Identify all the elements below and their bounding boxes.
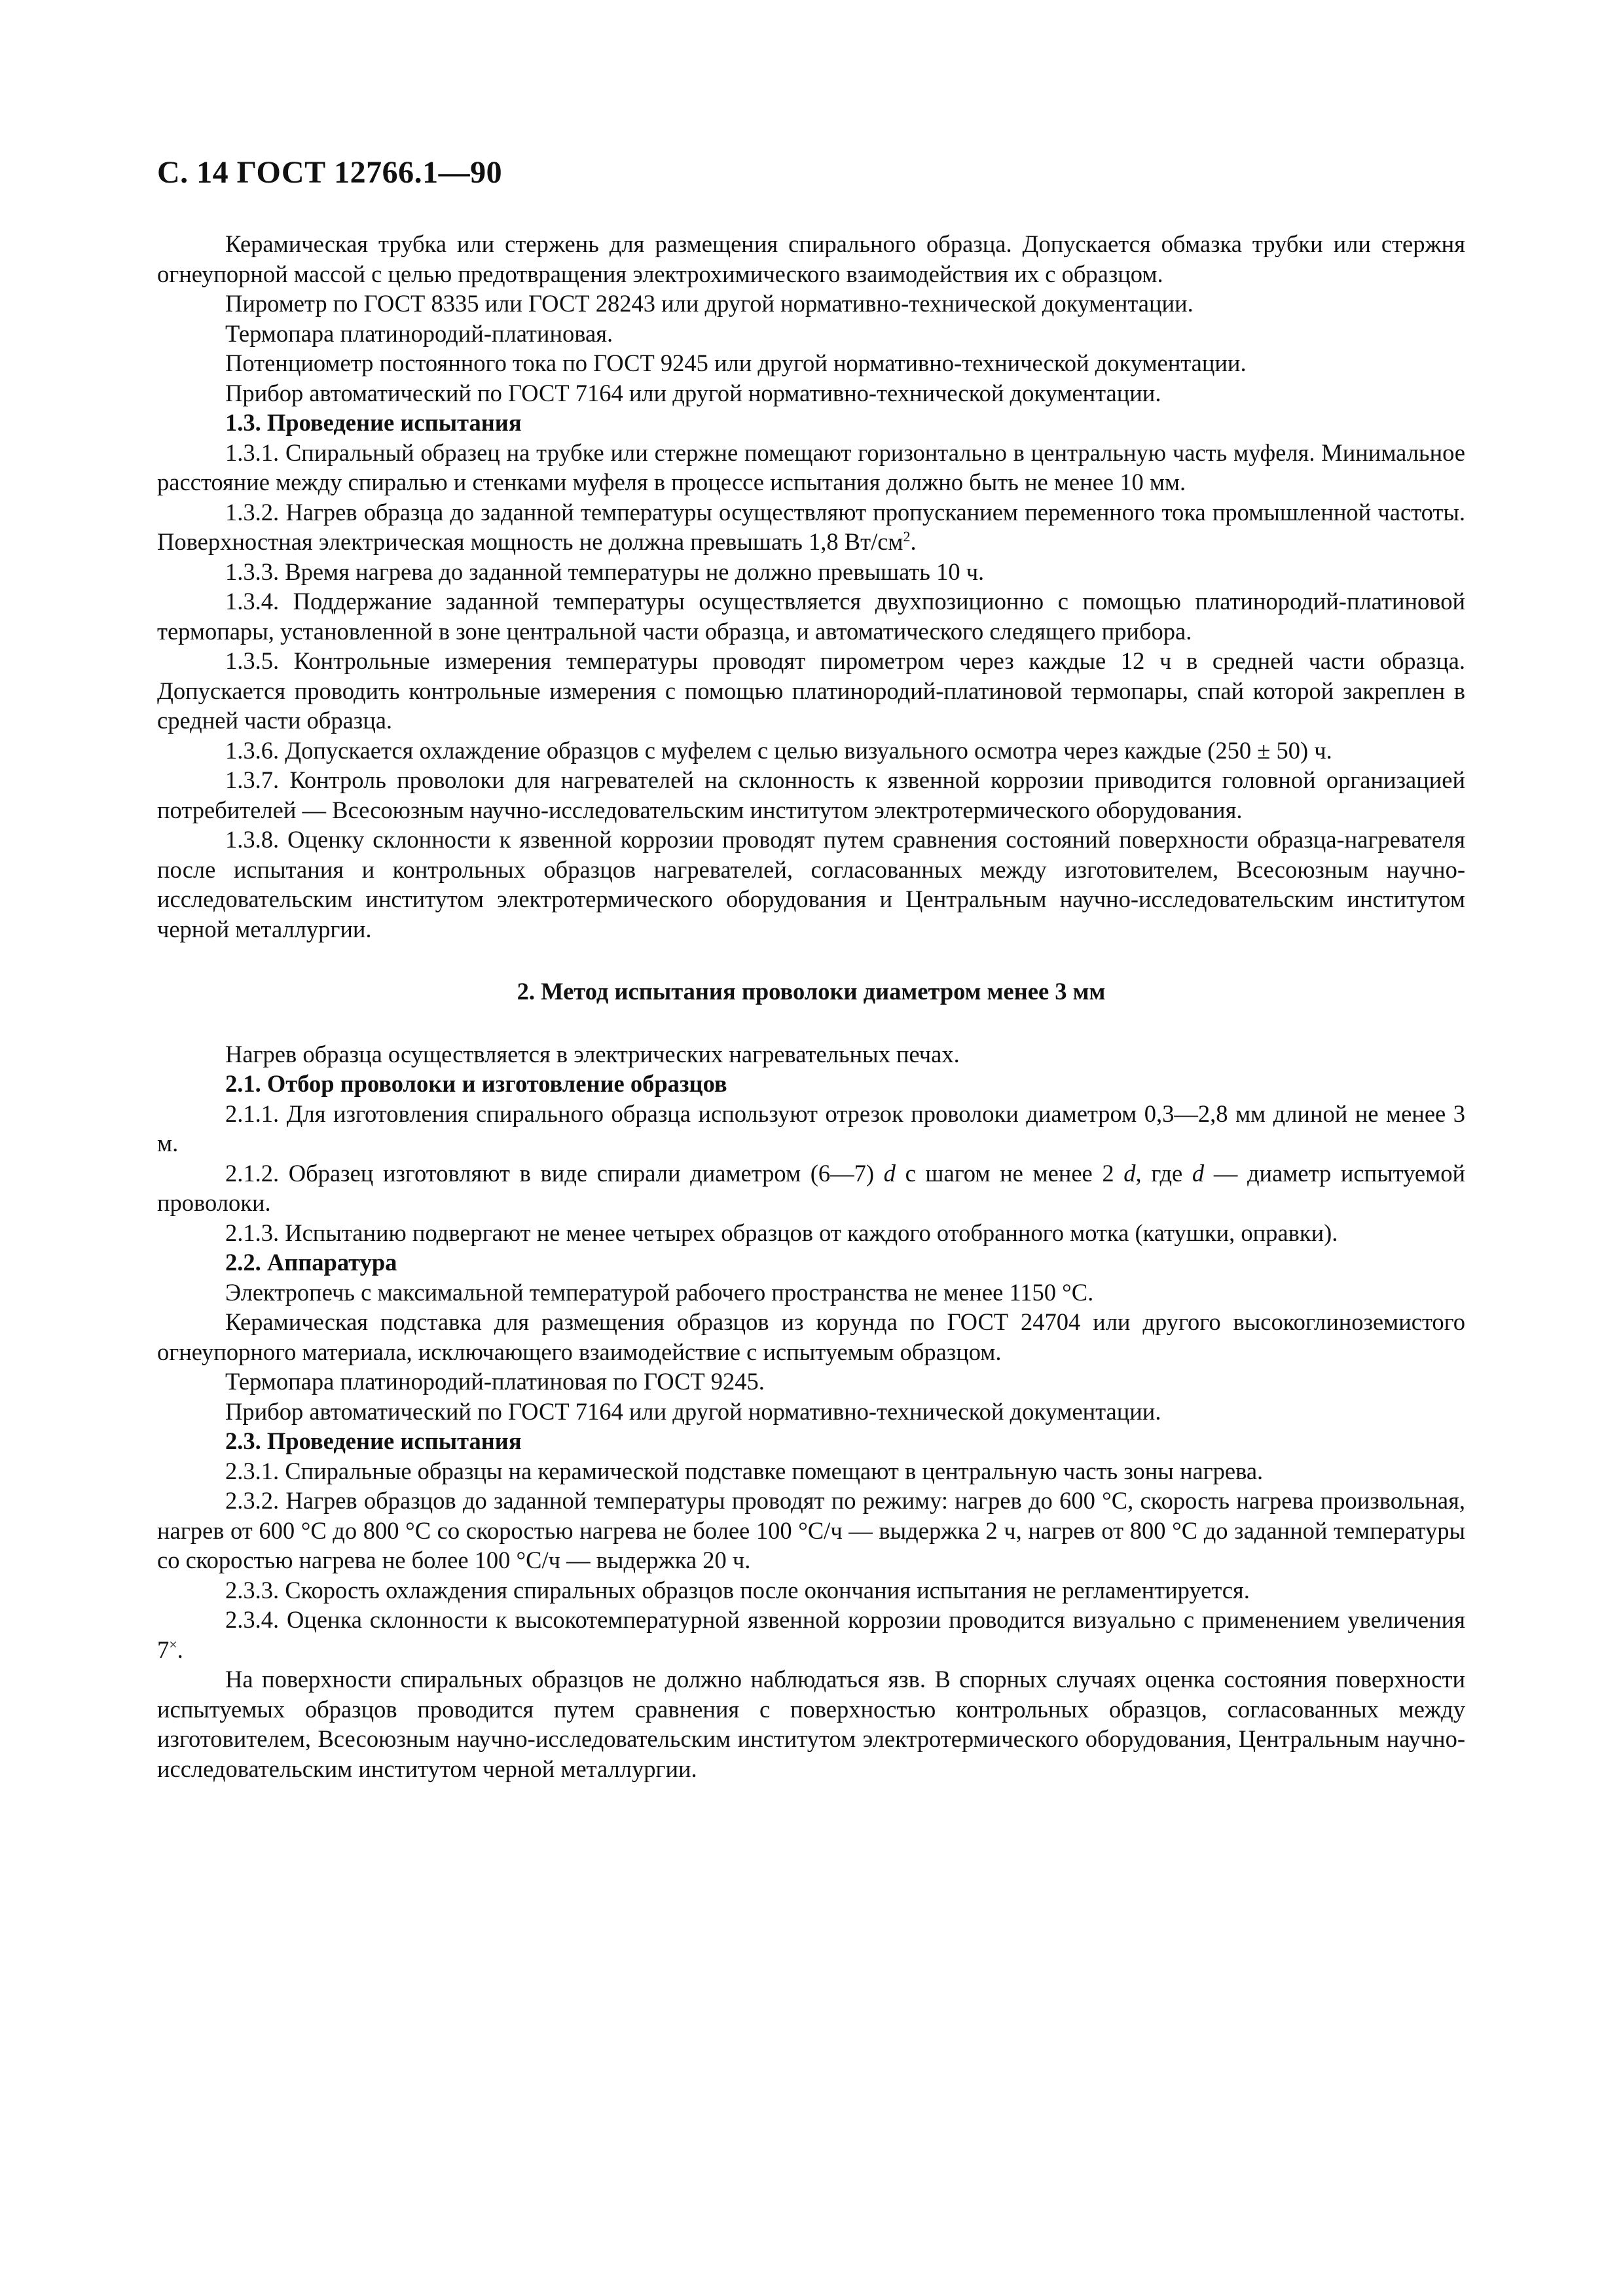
paragraph: 2.3.1. Спиральные образцы на керамической подставке помещают в центральную часть зоны нагрева. (225, 1457, 1264, 1484)
paragraph: 1.3.3. Время нагрева до заданной температуры не должно превышать 10 ч. (225, 558, 985, 585)
paragraph: Термопара платинородий-платиновая по ГОСТ 9245. (225, 1368, 765, 1395)
paragraph: 2.1.3. Испытанию подвергают не менее четырех образцов от каждого отобранного мотка (катушки, оправки). (225, 1219, 1338, 1246)
paragraph: Керамическая подставка для размещения образцов из корунда по ГОСТ 24704 или другого высокоглиноземистого огнеупорного материала, исключающего взаимодействие с испытуемым образцом. (157, 1308, 1465, 1365)
paragraph: 2.1.1. Для изготовления спирального образца используют отрезок проволоки диаметром 0,3—2,8 мм длиной не менее 3 м. (157, 1100, 1465, 1157)
document-body (157, 229, 1465, 1784)
paragraph: 2.3.3. Скорость охлаждения спиральных образцов после окончания испытания не регламентируется. (225, 1576, 1250, 1604)
subsection-heading: 1.3. Проведение испытания (225, 409, 522, 436)
paragraph: На поверхности спиральных образцов не должно наблюдаться язв. В спорных случаях оценка состояния поверхности испытуемых образцов проводится путем сравнения с поверхностью контрольных образцов, согласованных между изготовителем, Всесоюзным научно-исследовательским институтом электротермического оборудования, Центральным научно-исследовательским институтом черной металлургии. (157, 1666, 1465, 1782)
italic-symbol: d (1123, 1159, 1136, 1187)
paragraph: Прибор автоматический по ГОСТ 7164 или другой нормативно-технической документации. (225, 379, 1161, 406)
paragraph: 2.3.2. Нагрев образцов до заданной температуры проводят по режиму: нагрев до 600 °С, скорость нагрева произвольная, нагрев от 600 °С до 800 °С со скоростью нагрева не более 100 °С/ч — выдержка 2 ч, нагрев от 800 °С до заданной температуры со скоростью нагрева не более 100 °С/ч — выдержка 20 ч. (157, 1487, 1465, 1573)
paragraph-text: 2.3.4. Оценка склонности к высокотемпературной язвенной коррозии проводится визуально с применением увеличения 7 (157, 1606, 1465, 1663)
paragraph: Керамическая трубка или стержень для размещения спирального образца. Допускается обмазка трубки или стержня огнеупорной массой с целью предотвращения электрохимического взаимодействия их с образцом. (157, 230, 1465, 287)
paragraph: 1.3.4. Поддержание заданной температуры осуществляется двухпозиционно с помощью платинородий-платиновой термопары, установленной в зоне центральной части образца, и автоматического следящего прибора. (157, 588, 1465, 645)
paragraph-text: , где (1135, 1159, 1192, 1187)
paragraph: 1.3.7. Контроль проволоки для нагревателей на склонность к язвенной коррозии приводится головной организацией потребителей — Всесоюзным научно-исследовательским институтом электротермического оборудования. (157, 766, 1465, 823)
subsection-heading: 2.2. Аппаратура (225, 1249, 397, 1276)
paragraph: 1.3.6. Допускается охлаждение образцов с муфелем с целью визуального осмотра через каждые (250 ± 50) ч. (225, 736, 1332, 764)
paragraph: Термопара платинородий-платиновая. (225, 319, 613, 347)
paragraph (157, 1605, 1465, 1664)
paragraph-text: 1.3.2. Нагрев образца до заданной температуры осуществляют пропусканием переменного тока промышленной частоты. Поверхностная электрическая мощность не должна превышать 1,8 Вт/см (157, 498, 1465, 555)
paragraph (157, 1158, 1465, 1218)
paragraph: 1.3.1. Спиральный образец на трубке или стержне помещают горизонтально в центральную часть муфеля. Минимальное расстояние между спиралью и стенками муфеля в процессе испытания должно быть не менее 10 мм. (157, 439, 1465, 495)
paragraph-text: . (177, 1636, 183, 1663)
page-header: С. 14 ГОСТ 12766.1—90 (157, 155, 503, 190)
italic-symbol: d (883, 1159, 896, 1187)
superscript: 2 (903, 528, 911, 545)
paragraph: Нагрев образца осуществляется в электрических нагревательных печах. (225, 1040, 960, 1067)
paragraph-text: с шагом не менее 2 (895, 1159, 1124, 1187)
paragraph: Потенциометр постоянного тока по ГОСТ 9245 или другой нормативно-технической документации. (225, 350, 1247, 376)
paragraph-text: 2.1.2. Образец изготовляют в виде спирали диаметром (6—7) (225, 1159, 884, 1187)
paragraph-text: . (910, 528, 917, 555)
italic-symbol: d (1192, 1159, 1205, 1187)
paragraph-text: — диаметр испытуемой проволоки. (157, 1159, 1465, 1216)
paragraph: Пирометр по ГОСТ 8335 или ГОСТ 28243 или другой нормативно-технической документации. (225, 290, 1194, 317)
paragraph: 1.3.8. Оценку склонности к язвенной коррозии проводят путем сравнения состояний поверхности образца-нагревателя после испытания и контрольных образцов нагревателей, согласованных между изготовителем, Всесоюзным научно-исследовательским институтом электротермического оборудования и Центральным научно-исследовательским институтом черной металлургии. (157, 826, 1465, 942)
paragraph: Электропечь с максимальной температурой рабочего пространства не менее 1150 °С. (225, 1278, 1094, 1306)
paragraph: 1.3.5. Контрольные измерения температуры проводят пирометром через каждые 12 ч в средней части образца. Допускается проводить контрольные измерения с помощью платинородий-платиновой термопары, спай которой закреплен в средней части образца. (157, 647, 1465, 734)
section-title: 2. Метод испытания проволоки диаметром менее 3 мм (517, 978, 1106, 1005)
paragraph (157, 497, 1465, 557)
paragraph: Прибор автоматический по ГОСТ 7164 или другой нормативно-технической документации. (225, 1397, 1161, 1425)
subsection-heading: 2.1. Отбор проволоки и изготовление образцов (225, 1070, 727, 1097)
subsection-heading: 2.3. Проведение испытания (225, 1427, 522, 1454)
superscript: × (169, 1636, 177, 1653)
